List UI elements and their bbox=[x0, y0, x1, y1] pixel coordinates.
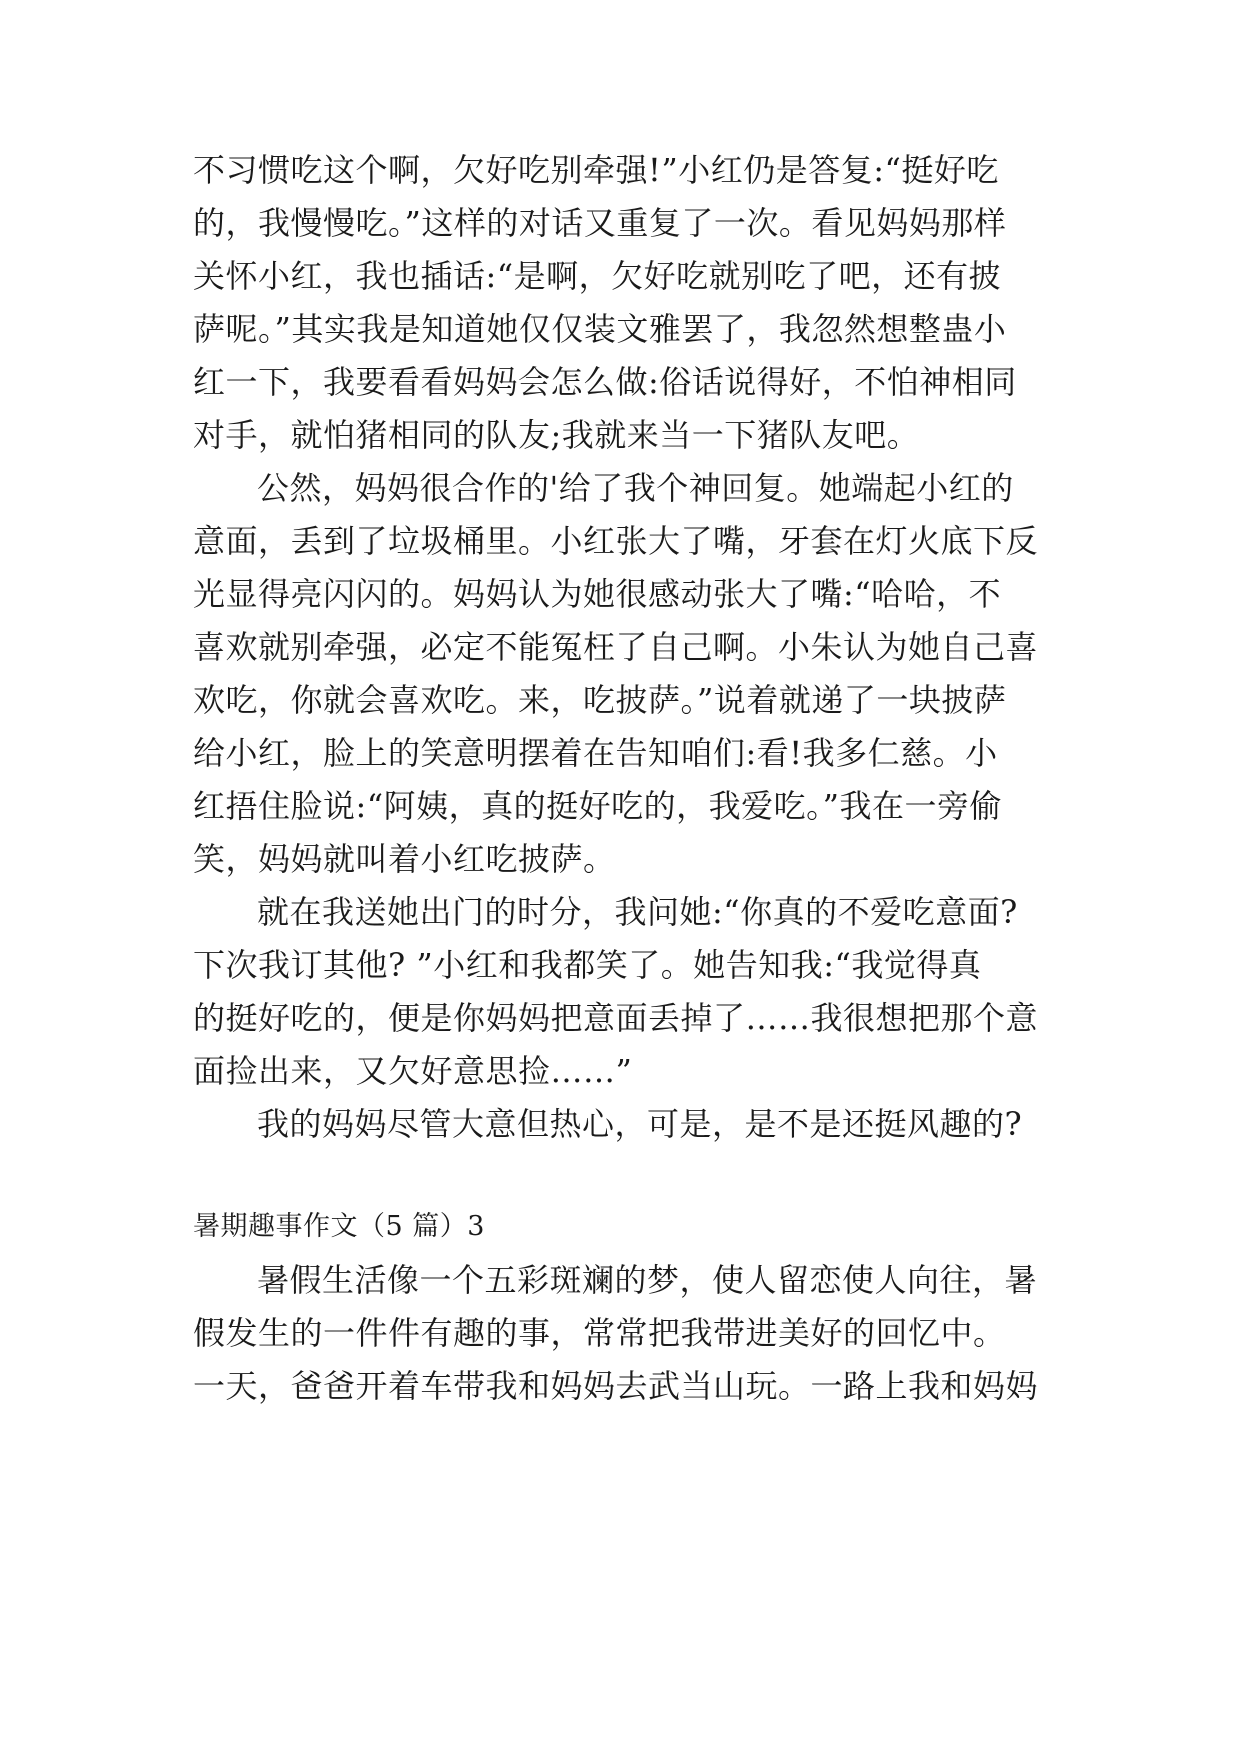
paragraph-line: 对手，就怕猪相同的队友;我就来当一下猪队友吧。 bbox=[193, 416, 920, 454]
paragraph-line: 的，我慢慢吃。”这样的对话又重复了一次。看见妈妈那样 bbox=[193, 204, 1007, 242]
paragraph-line: 光显得亮闪闪的。妈妈认为她很感动张大了嘴:“哈哈，不 bbox=[193, 575, 1002, 613]
paragraph-line: 的挺好吃的，便是你妈妈把意面丢掉了……我很想把那个意 bbox=[193, 999, 1039, 1037]
paragraph-line: 面捡出来，又欠好意思捡……” bbox=[193, 1052, 633, 1090]
paragraph-line: 就在我送她出门的时分，我问她:“你真的不爱吃意面? bbox=[257, 893, 1018, 931]
paragraph-line: 喜欢就别牵强，必定不能冤枉了自己啊。小朱认为她自己喜 bbox=[193, 628, 1039, 666]
section-heading: 暑期趣事作文（5 篇）3 bbox=[193, 1211, 485, 1242]
paragraph-line: 假发生的一件件有趣的事，常常把我带进美好的回忆中。 bbox=[193, 1314, 1006, 1352]
paragraph-line: 红捂住脸说:“阿姨，真的挺好吃的，我爱吃。”我在一旁偷 bbox=[193, 787, 1003, 825]
paragraph-line: 意面，丢到了垃圾桶里。小红张大了嘴，牙套在灯火底下反 bbox=[193, 522, 1039, 560]
paragraph-line: 欢吃，你就会喜欢吃。来，吃披萨。”说着就递了一块披萨 bbox=[193, 681, 1007, 719]
paragraph-line: 萨呢。”其实我是知道她仅仅装文雅罢了，我忽然想整蛊小 bbox=[193, 310, 1007, 348]
paragraph-line: 暑假生活像一个五彩斑斓的梦，使人留恋使人向往，暑 bbox=[257, 1261, 1038, 1299]
paragraph-line: 公然，妈妈很合作的'给了我个神回复。她端起小红的 bbox=[257, 469, 1014, 507]
paragraph-line: 红一下，我要看看妈妈会怎么做:俗话说得好，不怕神相同 bbox=[193, 363, 1017, 401]
paragraph-line: 下次我订其他? ”小红和我都笑了。她告知我:“我觉得真 bbox=[193, 946, 982, 984]
paragraph-line: 笑，妈妈就叫着小红吃披萨。 bbox=[193, 840, 616, 878]
paragraph-line: 一天，爸爸开着车带我和妈妈去武当山玩。一路上我和妈妈 bbox=[193, 1367, 1039, 1405]
paragraph-line: 关怀小红，我也插话:“是啊，欠好吃就别吃了吧，还有披 bbox=[193, 257, 1002, 295]
paragraph-line: 我的妈妈尽管大意但热心，可是，是不是还挺风趣的? bbox=[257, 1105, 1023, 1143]
paragraph-line: 给小红，脸上的笑意明摆着在告知咱们:看!我多仁慈。小 bbox=[193, 734, 998, 772]
paragraph-line: 不习惯吃这个啊，欠好吃别牵强!”小红仍是答复:“挺好吃 bbox=[193, 151, 999, 189]
